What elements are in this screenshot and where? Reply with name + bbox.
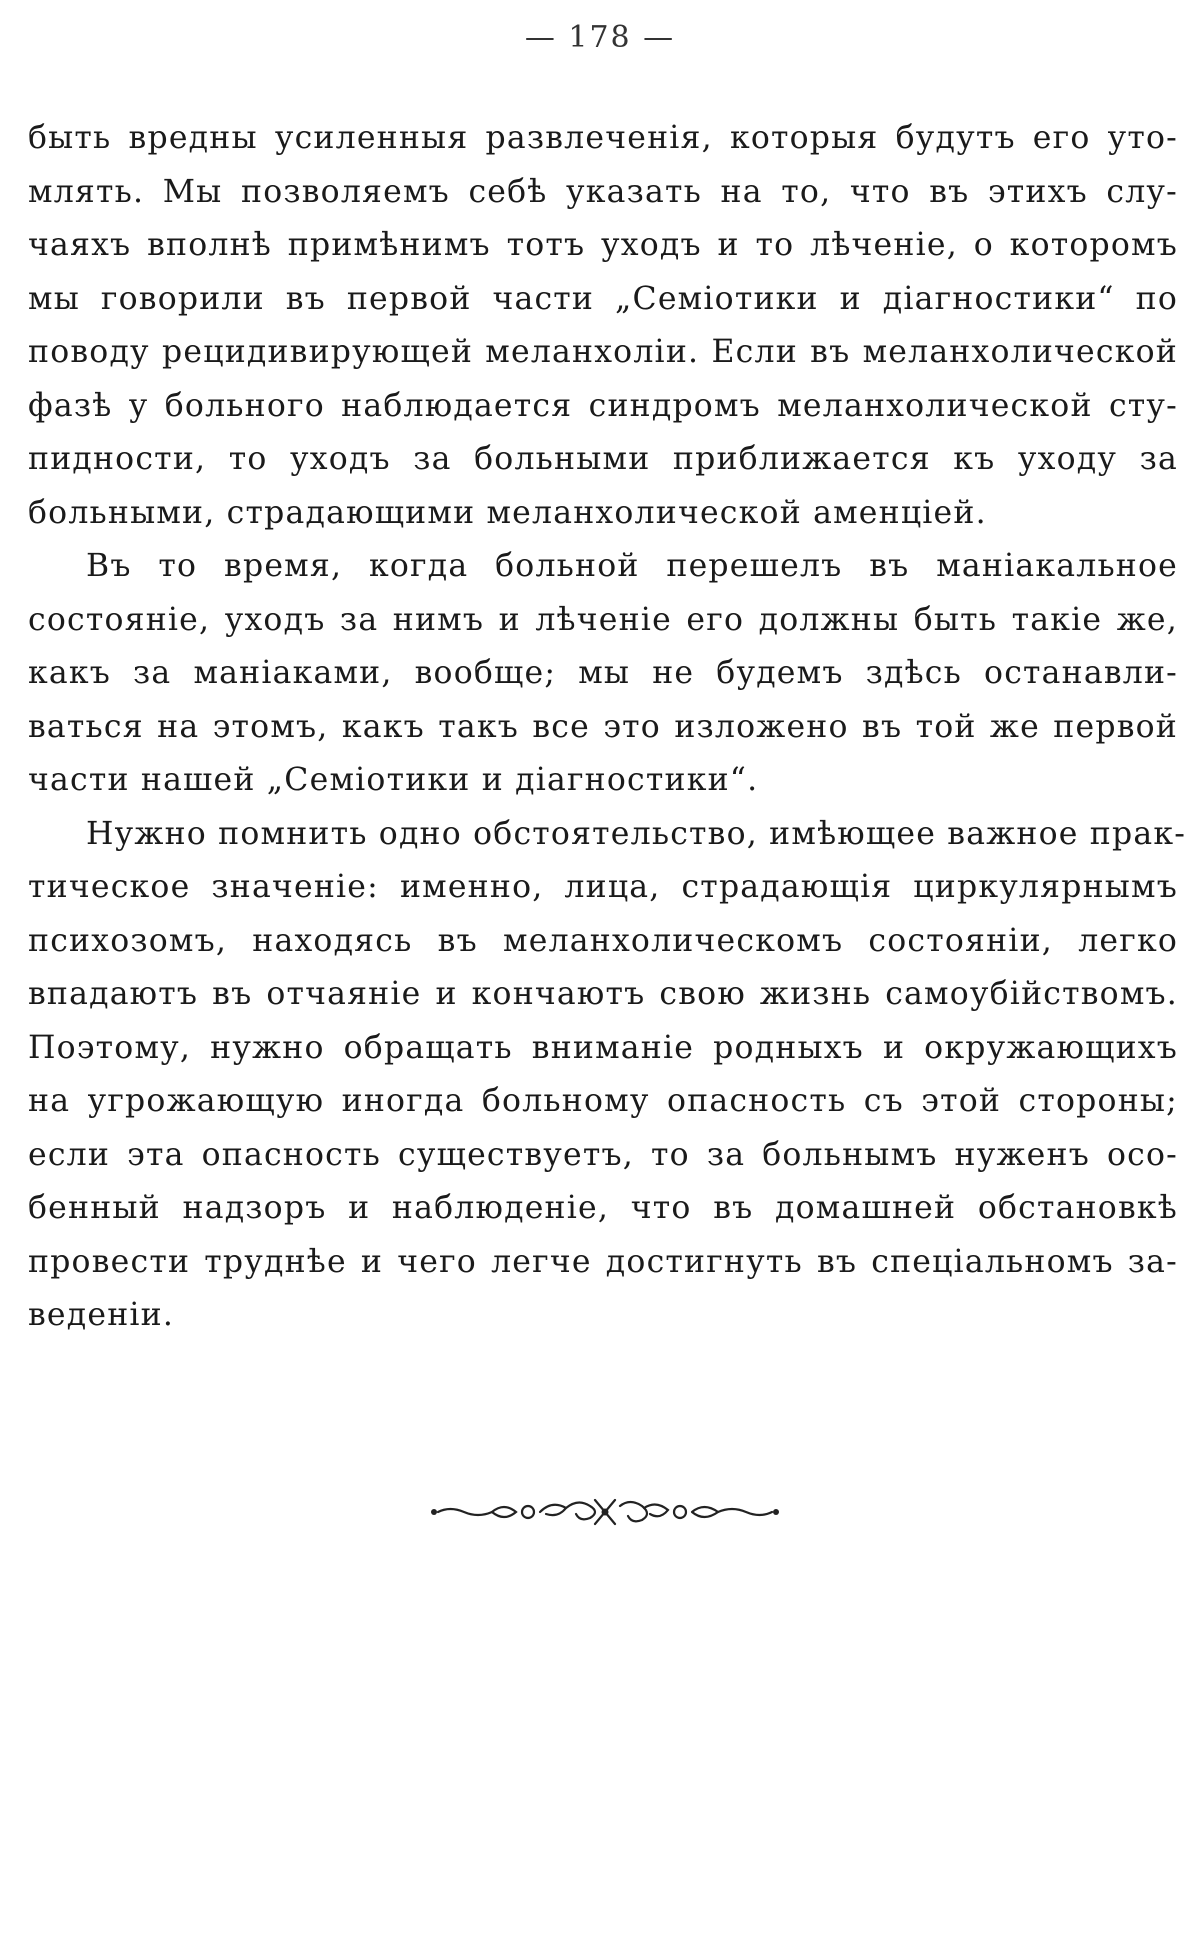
text-line: провести труднѣе и чего легче достигнуть въ спеціальномъ за- bbox=[28, 1243, 1178, 1280]
text-line: больными, страдающими меланхолической аменціей. bbox=[28, 494, 987, 531]
text-line: части нашей „Семіотики и діагностики“. bbox=[28, 762, 759, 798]
text-line: психозомъ, находясь въ меланхолическомъ состояніи, легко bbox=[28, 922, 1178, 959]
text-line: Въ то время, когда больной перешелъ въ маніакальное bbox=[86, 548, 1178, 584]
text-line: Поэтому, нужно обращать вниманіе родныхъ и окружающихъ bbox=[28, 1029, 1178, 1066]
text-line: впадаютъ въ отчаяніе и кончаютъ свою жизнь самоубійствомъ. bbox=[28, 976, 1178, 1012]
text-line: фазѣ у больного наблюдается синдромъ меланхолической сту- bbox=[28, 387, 1178, 424]
text-line: чаяхъ вполнѣ примѣнимъ тотъ уходъ и то лѣченіе, о которомъ bbox=[28, 227, 1178, 263]
body-text bbox=[28, 112, 1187, 1343]
text-line: быть вредны усиленныя развлеченія, которыя будутъ его уто- bbox=[28, 120, 1178, 156]
text-line: млять. Мы позволяемъ себѣ указать на то, что въ этихъ слу- bbox=[28, 173, 1178, 210]
text-line: бенный надзоръ и наблюденіе, что въ домашней обстановкѣ bbox=[28, 1190, 1178, 1226]
text-line: на угрожающую иногда больному опасность съ этой стороны; bbox=[28, 1083, 1178, 1119]
paragraph-1 bbox=[28, 112, 1178, 540]
text-line: пидности, то уходъ за больными приближается къ уходу за bbox=[28, 441, 1178, 477]
text-line: веденіи. bbox=[28, 1297, 175, 1333]
text-line: состояніе, уходъ за нимъ и лѣченіе его должны быть такіе же, bbox=[28, 601, 1178, 638]
page-number: — 178 — bbox=[524, 20, 676, 55]
text-line: тическое значеніе: именно, лица, страдающія циркулярнымъ bbox=[28, 869, 1178, 905]
text-line: какъ за маніаками, вообще; мы не будемъ здѣсь останавли- bbox=[28, 655, 1178, 691]
paragraph-3 bbox=[28, 808, 1187, 1343]
paragraph-2 bbox=[28, 540, 1178, 808]
text-line: Нужно помнить одно обстоятельство, имѣющее важное прак- bbox=[86, 815, 1187, 852]
text-line: если эта опасность существуетъ, то за больнымъ нуженъ осо- bbox=[28, 1136, 1178, 1173]
text-line: поводу рецидивирующей меланхоліи. Если въ меланхолической bbox=[28, 334, 1178, 370]
text-line: ваться на этомъ, какъ такъ все это изложено въ той же первой bbox=[28, 708, 1178, 745]
text-line: мы говорили въ первой части „Семіотики и діагностики“ по bbox=[28, 280, 1178, 317]
decorative-flourish-icon bbox=[430, 1492, 780, 1532]
